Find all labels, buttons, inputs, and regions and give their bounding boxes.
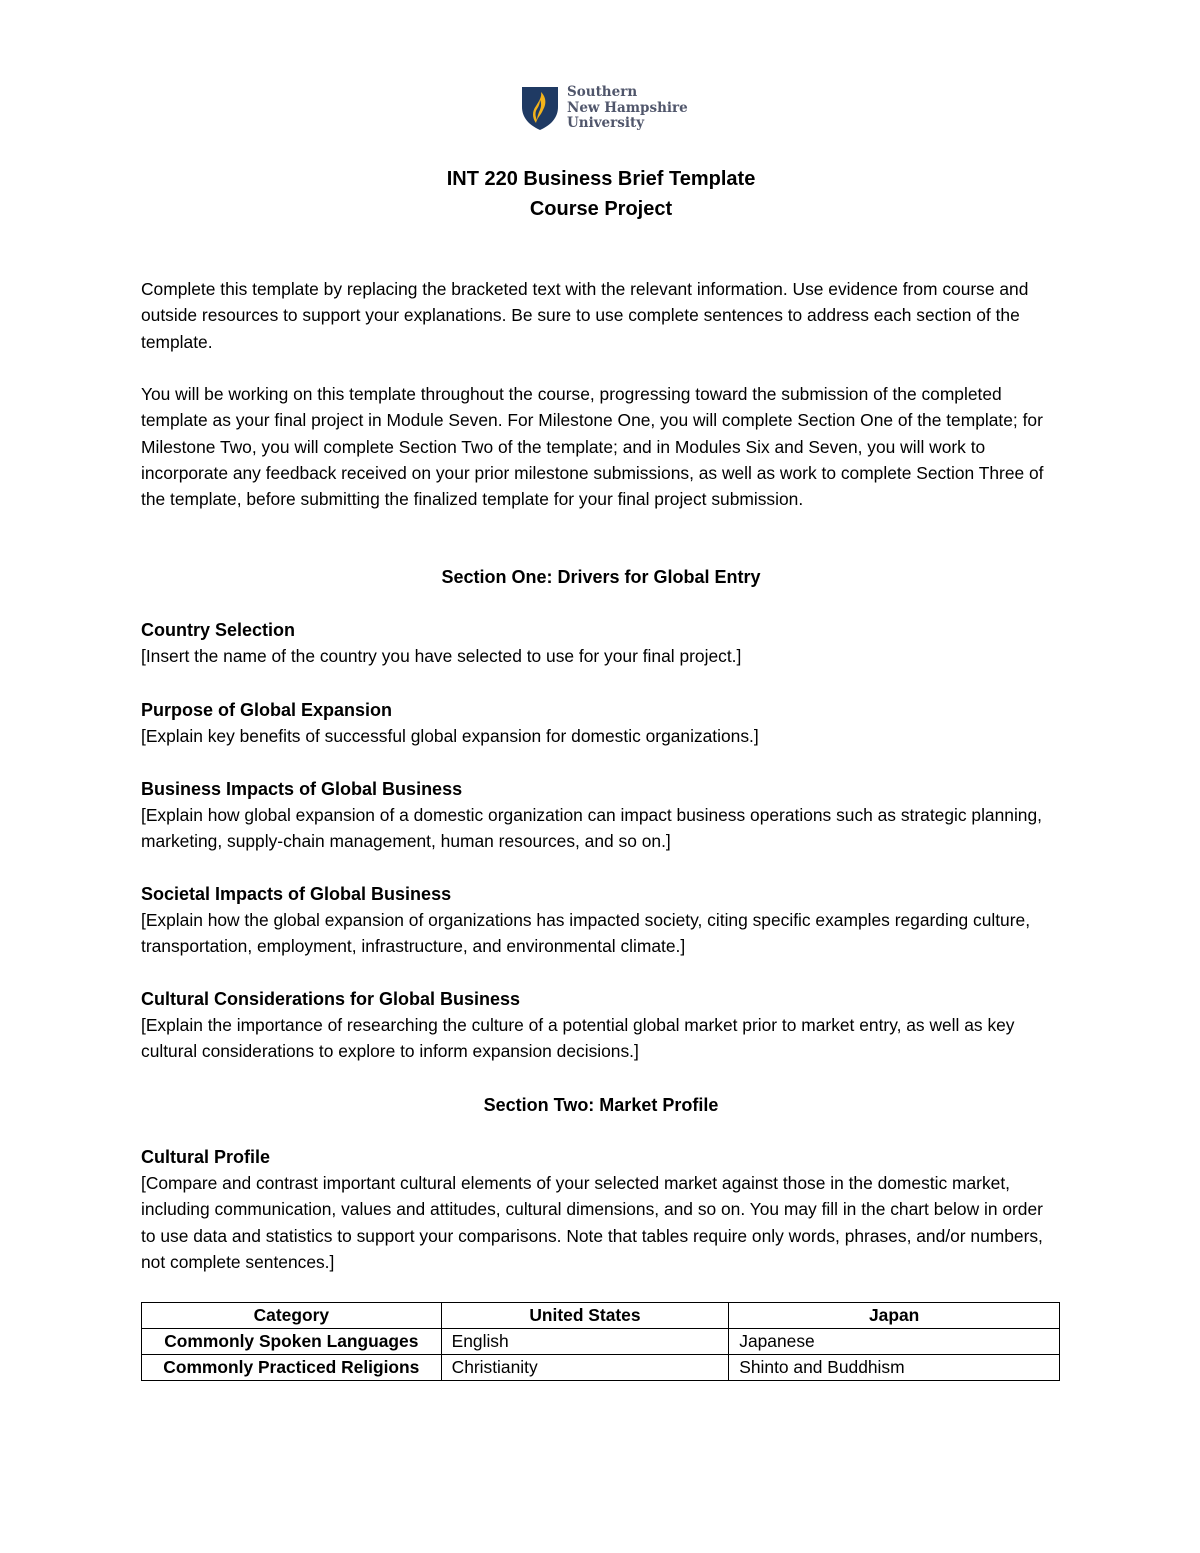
logo-line-3: University (567, 115, 645, 131)
document-title-block (141, 164, 1061, 224)
business-impacts-heading: Business Impacts of Global Business (141, 779, 463, 799)
societal-impacts-heading: Societal Impacts of Global Business (141, 884, 452, 904)
section-two-heading: Section Two: Market Profile (483, 1095, 719, 1115)
intro-paragraph-1: Complete this template by replacing the bracketed text with the relevant information. Use evidence from course and outside resources to support your explanations. Be sure to use complete sentences to address each section of the template. (141, 279, 1029, 352)
document-subtitle: Course Project (529, 198, 673, 220)
intro-paragraph-2: You will be working on this template throughout the course, progressing toward the submission of the completed template as your final project in Module Seven. For Milestone One, you will complete Section One of the template; for Milestone Two, you will complete Section Two of the template; and in Modules Six and Seven, you will work to incorporate any feedback received on your prior milestone submissions, as well as work to complete Section Three of the template, before submitting the finalized template for your final project submission. (141, 384, 1044, 510)
logo-line-2: New Hampshire (567, 99, 688, 116)
cultural-profile-text: [Compare and contrast important cultural elements of your selected market against those in the domestic market, including communication, values and attitudes, cultural dimensions, and so on. You may fill in the chart below in order to use data and statistics to support your comparisons. Note that tables require only words, phrases, and/or numbers, not complete sentences.] (141, 1173, 1043, 1272)
cultural-profile-block (141, 1144, 1061, 1275)
document-title: INT 220 Business Brief Template (446, 168, 756, 190)
table-cell-category: Commonly Spoken Languages (142, 1329, 442, 1355)
table-header-row (142, 1303, 1060, 1329)
country-selection-text: [Insert the name of the country you have selected to use for your final project.] (141, 646, 742, 666)
table-header-market: Japan (729, 1303, 1060, 1329)
purpose-block (141, 697, 1061, 749)
table-row (142, 1329, 1060, 1355)
cultural-considerations-heading: Cultural Considerations for Global Business (141, 989, 521, 1009)
table-cell-market: Japanese (729, 1329, 1060, 1355)
societal-impacts-block (141, 881, 1061, 960)
logo-wordmark (567, 85, 688, 132)
table-cell-category: Commonly Practiced Religions (142, 1355, 442, 1381)
cultural-considerations-block (141, 986, 1061, 1065)
table-cell-domestic: English (441, 1329, 729, 1355)
cultural-profile-table (141, 1302, 1060, 1381)
cultural-profile-heading: Cultural Profile (141, 1147, 271, 1167)
cultural-considerations-text: [Explain the importance of researching the culture of a potential global market prior to market entry, as well as key cultural considerations to explore to inform expansion decisions.] (141, 1015, 1015, 1062)
shield-flame-icon (521, 85, 559, 131)
business-impacts-text: [Explain how global expansion of a domestic organization can impact business operations such as strategic planning, marketing, supply-chain management, human resources, and so on.] (141, 805, 1042, 852)
business-impacts-block (141, 776, 1061, 855)
country-selection-heading: Country Selection (141, 620, 296, 640)
table-cell-domestic: Christianity (441, 1355, 729, 1381)
table-header-domestic: United States (441, 1303, 729, 1329)
table-row (142, 1355, 1060, 1381)
logo-line-1: Southern (567, 84, 638, 100)
country-selection-block (141, 617, 1061, 669)
purpose-heading: Purpose of Global Expansion (141, 700, 393, 720)
purpose-text: [Explain key benefits of successful global expansion for domestic organizations.] (141, 726, 759, 746)
societal-impacts-text: [Explain how the global expansion of organizations has impacted society, citing specific examples regarding culture, transportation, employment, infrastructure, and environmental climate.] (141, 910, 1031, 957)
table-header-category: Category (142, 1303, 442, 1329)
section-one-heading: Section One: Drivers for Global Entry (441, 567, 761, 587)
table-cell-market: Shinto and Buddhism (729, 1355, 1060, 1381)
university-logo (521, 85, 691, 133)
